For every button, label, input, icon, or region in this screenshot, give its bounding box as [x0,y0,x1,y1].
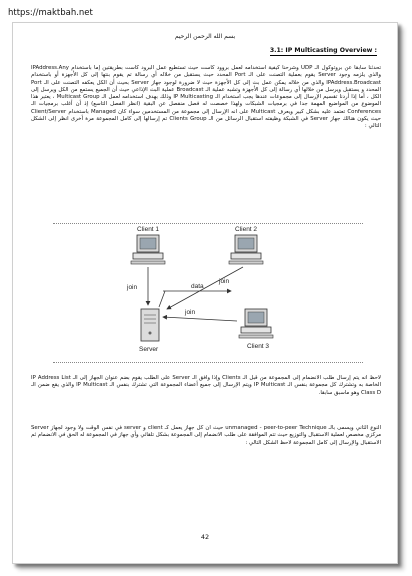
basmala: بسم الله الرحمن الرحيم [174,33,236,40]
client-1-label: Client 1 [137,226,160,233]
multicast-diagram [119,221,295,369]
paragraph-peer-to-peer: النوع الثاني ويسمى بالـ unmanaged - peer-to-peer Technique حيث أن كل جهاز يعمل كـ client و server في نفس الوقت ولا وجود لجهاز Server مركزي مخصص لعملية الاستقبال والتوزيع حيث تتم الموافقة على طلب الانضمام إلى المجموعة بشكل تلقائي وأي جهاز في المجموعة له الحق في الانضمام ثم الاستقبال والإرسال إلى كامل المجموعة لاحظ الشكل التالي : [31,425,381,446]
paragraph-join-explanation: لاحظ انه يتم إرسال طلب الانضمام إلى المجموعة من قبل الـ Clients وإذا وافق الـ Server على الطلب يقوم بضم عنوان الجهاز إلى الـ IP Address List الخاصة به وتشترك كل مجموعة بنفس الـ IP Multicast ويتم الإرسال إلى جميع أعضاء المجموعة التي تشترك بنفس الـ IP Multicast والذي يقع ضمن الـ Class D وهو ماسبق سابقا. [31,375,381,396]
section-title: 3.1: IP Multicasting Overview : [269,47,377,54]
join-label-right: join [219,278,230,285]
data-label: data [191,283,204,290]
data-arrow-stub [159,291,165,307]
client-1-computer-icon [131,235,165,264]
client-3-label: Client 3 [247,343,270,350]
paragraph-intro: تحدثنا سابقا عن بروتوكول الـ UDP وشرحنا كيفية استخدامه لعمل بروود كاست حيث تستطيع عمل البرود كاست بطريقتين إما باستخدام IPAddress.Any والذي يلزمه وجود Server يقوم بعملية التصنت على الـ Port المحدد حيث يستقبل من خلاله أي رسالة تم يقوم بنتها إلى كل الأجهزة أو باستخدام IPAddress.Broadcast والذي من خلاله يمكن عمل بث إلى كل الأجهزة حيث لا ضرورة لوجود جهاز Server بحيث أن الكل يعكفه التصنت على الـ Port المحدد و يستقبل ويرسل من خلالها أي رسالة إلى كل الأجهزة وتشبه عملية الـ Broadcast عملية البث الإذاعي حيث أن الجميع يستمع من الكل ويرسل إلى الكل ، أما إذا أردنا تقسيم الإرسال إلى مجموعات عندها يجب استخدام الـ IP Multicasting وذلك بهدف استخدامه لعمل الـ Multicast Group ، يعتبر هذا الموضوع من المواضيع المهمة جدا في برمجيات الشبكات ولهذا خصصت له فصل منفصل عن البقية (انظر الفصل التاسع) إذ أن أغلب برمجيات الـ Conferences تعتمد عليه بشكل كبير ويعرف Multicast على انه الإرسال إلى مجموعة من المستخدمين سواء كان Managed باستخدام Client/Server حيث يكون هنالك جهاز Server في الشبكة وظيفته استقبال الرسائل من الـ Clients Group تم إرسالها إلى كامل المجموعة مرة أخرى انظر إلى الشكل التالي : [31,65,381,130]
join-arrow-client2 [167,267,243,309]
site-url[interactable]: https://maktbah.net [8,8,93,18]
server-tower-icon [141,309,159,341]
client-3-computer-icon [239,309,273,338]
document-page [12,22,398,564]
client-2-computer-icon [229,235,263,264]
client-2-label: Client 2 [235,226,258,233]
server-label: Server [139,346,159,353]
page-number: 42 [200,533,210,541]
join-label-left: join [127,284,138,291]
join-arrow-client3 [163,317,237,321]
join-label-mid: join [185,309,196,316]
